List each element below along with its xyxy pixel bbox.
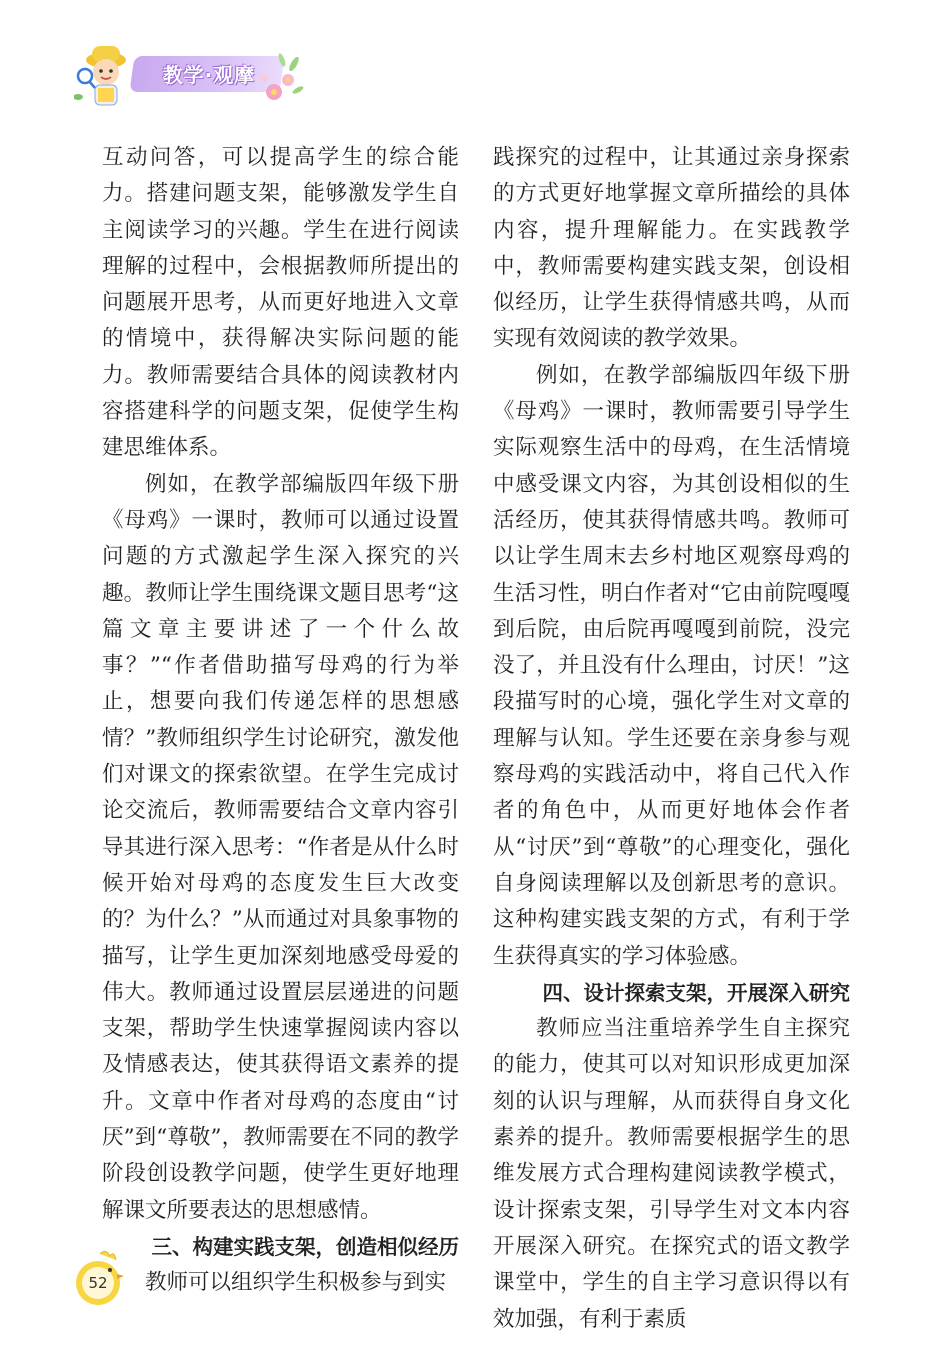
right-column bbox=[493, 140, 850, 1338]
page-number: 52 bbox=[88, 1274, 108, 1292]
right-paragraph-1: 践探究的过程中，让其通过亲身探索的方式更好地掌握文章所描绘的具体内容，提升理解能力。在实践教学中，教师需要构建实践支架，创设相似经历，让学生获得情感共鸣，从而实现有效阅读的教学效果。 bbox=[493, 145, 850, 352]
left-paragraph-1: 互动问答，可以提高学生的综合能力。搭建问题支架，能够激发学生自主阅读学习的兴趣。学生在进行阅读理解的过程中，会根据教师所提出的问题展开思考，从而更好地进入文章的情境中，获得解决实际问题的能力。教师需要结合具体的阅读教材内容搭建科学的问题支架，促使学生构建思维体系。 bbox=[102, 145, 459, 461]
page-number-badge bbox=[70, 1248, 126, 1308]
section-heading-4: 四、设计探索支架，开展深入研究 bbox=[542, 980, 850, 1005]
right-paragraph-2: 例如，在教学部编版四年级下册《母鸡》一课时，教师需要引导学生实际观察生活中的母鸡，在生活情境中感受课文内容，为其创设相似的生活经历，使其获得情感共鸣。教师可以让学生周末去乡村地区观察母鸡的生活习性，明白作者对“它由前院嘎嘎到后院，由后院再嘎嘎到前院，没完没了，并且没有什么理由，讨厌！”这段描写时的心境，强化学生对文章的理解与认知。学生还要在亲身参与观察母鸡的实践活动中，将自己代入作者的角色中，从而更好地体会作者从“讨厌”到“尊敬”的心理变化，强化自身阅读理解以及创新思考的意识。这种构建实践支架的方式，有利于学生获得真实的学习体验感。 bbox=[493, 362, 850, 969]
left-column bbox=[102, 140, 459, 1302]
mascot-boy-icon bbox=[74, 42, 140, 112]
section-heading-3: 三、构建实践支架，创造相似经历 bbox=[151, 1234, 459, 1259]
section-label: 教学·观摩 bbox=[162, 63, 256, 87]
flower-decoration-icon bbox=[252, 42, 308, 112]
left-paragraph-3: 教师可以组织学生积极参与到实 bbox=[145, 1270, 447, 1296]
right-paragraph-3: 教师应当注重培养学生自主探究的能力，使其可以对知识形成更加深刻的认识与理解，从而获得自身文化素养的提升。教师需要根据学生的思维发展方式合理构建阅读教学模式，设计探索支架，引导学生对文本内容开展深入研究。在探究式的语文教学课堂中，学生的自主学习意识得以有效加强，有利于素质 bbox=[493, 1016, 850, 1332]
left-paragraph-2: 例如，在教学部编版四年级下册《母鸡》一课时，教师可以通过设置问题的方式激起学生深入探究的兴趣。教师让学生围绕课文题目思考“这篇文章主要讲述了一个什么故事？”“作者借助描写母鸡的行为举止，想要向我们传递怎样的思想感情？”教师组织学生讨论研究，激发他们对课文的探索欲望。在学生完成讨论交流后，教师需要结合文章内容引导其进行深入思考：“作者是从什么时候开始对母鸡的态度发生巨大改变的？为什么？”从而通过对具象事物的描写，让学生更加深刻地感受母爱的伟大。教师通过设置层层递进的问题支架，帮助学生快速掌握阅读内容以及情感表达，使其获得语文素养的提升。文章中作者对母鸡的态度由“讨厌”到“尊敬”，教师需要在不同的教学阶段创设教学问题，使学生更好地理解课文所要表达的思想感情。 bbox=[102, 471, 459, 1223]
section-header bbox=[74, 42, 304, 112]
